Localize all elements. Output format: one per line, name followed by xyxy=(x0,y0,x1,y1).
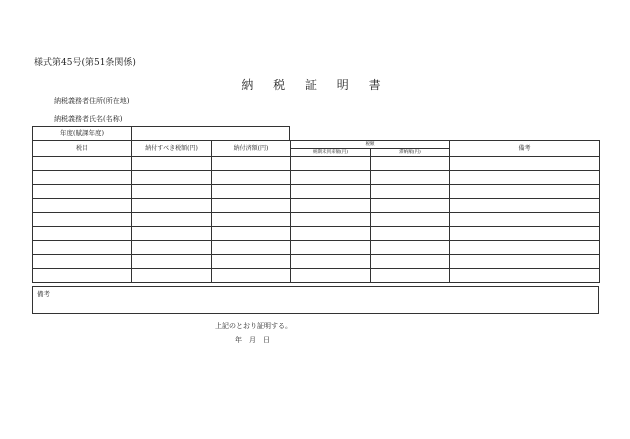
taxpayer-address-label: 納税義務者住所(所在地) xyxy=(54,97,130,105)
cell-delinquent xyxy=(371,157,450,171)
header-amount-paid: 納付済額(円) xyxy=(212,141,291,157)
table-body xyxy=(33,157,600,283)
cell-amount-due xyxy=(132,199,212,213)
cell-unpaid xyxy=(291,269,371,283)
table-row xyxy=(33,199,600,213)
cell-unpaid xyxy=(291,157,371,171)
table-row xyxy=(33,255,600,269)
cell-unpaid xyxy=(291,213,371,227)
cell-tax-item xyxy=(33,199,132,213)
cell-unpaid xyxy=(291,171,371,185)
cell-tax-item xyxy=(33,213,132,227)
cell-unpaid xyxy=(291,227,371,241)
cell-unpaid xyxy=(291,241,371,255)
cell-delinquent xyxy=(371,241,450,255)
cell-remarks xyxy=(450,241,600,255)
cell-amount-paid xyxy=(212,213,291,227)
cell-tax-item xyxy=(33,227,132,241)
cell-delinquent xyxy=(371,185,450,199)
cell-unpaid xyxy=(291,199,371,213)
cell-delinquent xyxy=(371,199,450,213)
cell-tax-item xyxy=(33,157,132,171)
cell-unpaid xyxy=(291,185,371,199)
table-row xyxy=(33,241,600,255)
remarks-label: 備考 xyxy=(37,290,50,298)
cell-tax-item xyxy=(33,241,132,255)
cell-tax-item xyxy=(33,171,132,185)
cell-remarks xyxy=(450,269,600,283)
cell-amount-paid xyxy=(212,227,291,241)
cell-delinquent xyxy=(371,227,450,241)
header-delinquent: 滞納額(円) xyxy=(371,149,450,157)
certification-statement: 上記のとおり証明する。 xyxy=(215,322,292,330)
cell-delinquent xyxy=(371,269,450,283)
cell-amount-paid xyxy=(212,241,291,255)
cell-amount-paid xyxy=(212,185,291,199)
tax-certificate-table xyxy=(32,140,600,283)
remarks-box xyxy=(32,286,599,314)
cell-tax-item xyxy=(33,185,132,199)
header-tax-item: 税目 xyxy=(33,141,132,157)
cell-amount-due xyxy=(132,269,212,283)
table-row xyxy=(33,171,600,185)
header-amount-due: 納付すべき税額(円) xyxy=(132,141,212,157)
cell-amount-due xyxy=(132,255,212,269)
cell-unpaid xyxy=(291,255,371,269)
table-row xyxy=(33,185,600,199)
cell-remarks xyxy=(450,255,600,269)
table-row xyxy=(33,269,600,283)
taxpayer-name-label: 納税義務者氏名(名称) xyxy=(54,115,123,123)
cell-delinquent xyxy=(371,171,450,185)
table-row xyxy=(33,213,600,227)
cell-remarks xyxy=(450,185,600,199)
cell-tax-item xyxy=(33,269,132,283)
cell-remarks xyxy=(450,157,600,171)
cell-amount-paid xyxy=(212,171,291,185)
cell-amount-due xyxy=(132,241,212,255)
table-row xyxy=(33,157,600,171)
document-title: 納 税 証 明 書 xyxy=(241,78,389,92)
date-line: 年 月 日 xyxy=(235,336,270,344)
cell-delinquent xyxy=(371,255,450,269)
cell-amount-due xyxy=(132,213,212,227)
header-unpaid: 納期未到来額(円) xyxy=(291,149,371,157)
cell-amount-due xyxy=(132,171,212,185)
cell-amount-paid xyxy=(212,269,291,283)
cell-amount-due xyxy=(132,157,212,171)
cell-remarks xyxy=(450,213,600,227)
cell-amount-paid xyxy=(212,199,291,213)
cell-amount-due xyxy=(132,185,212,199)
cell-amount-paid xyxy=(212,157,291,171)
cell-amount-due xyxy=(132,227,212,241)
cell-remarks xyxy=(450,171,600,185)
cell-amount-paid xyxy=(212,255,291,269)
fiscal-year-field xyxy=(32,126,290,140)
cell-delinquent xyxy=(371,213,450,227)
cell-tax-item xyxy=(33,255,132,269)
table-row xyxy=(33,227,600,241)
header-remarks: 備考 xyxy=(450,141,600,157)
cell-remarks xyxy=(450,199,600,213)
form-number: 様式第45号(第51条関係) xyxy=(34,58,136,68)
header-tax-amount-group: 税額 xyxy=(291,141,450,149)
fiscal-year-label: 年度(賦課年度) xyxy=(33,127,132,140)
cell-remarks xyxy=(450,227,600,241)
